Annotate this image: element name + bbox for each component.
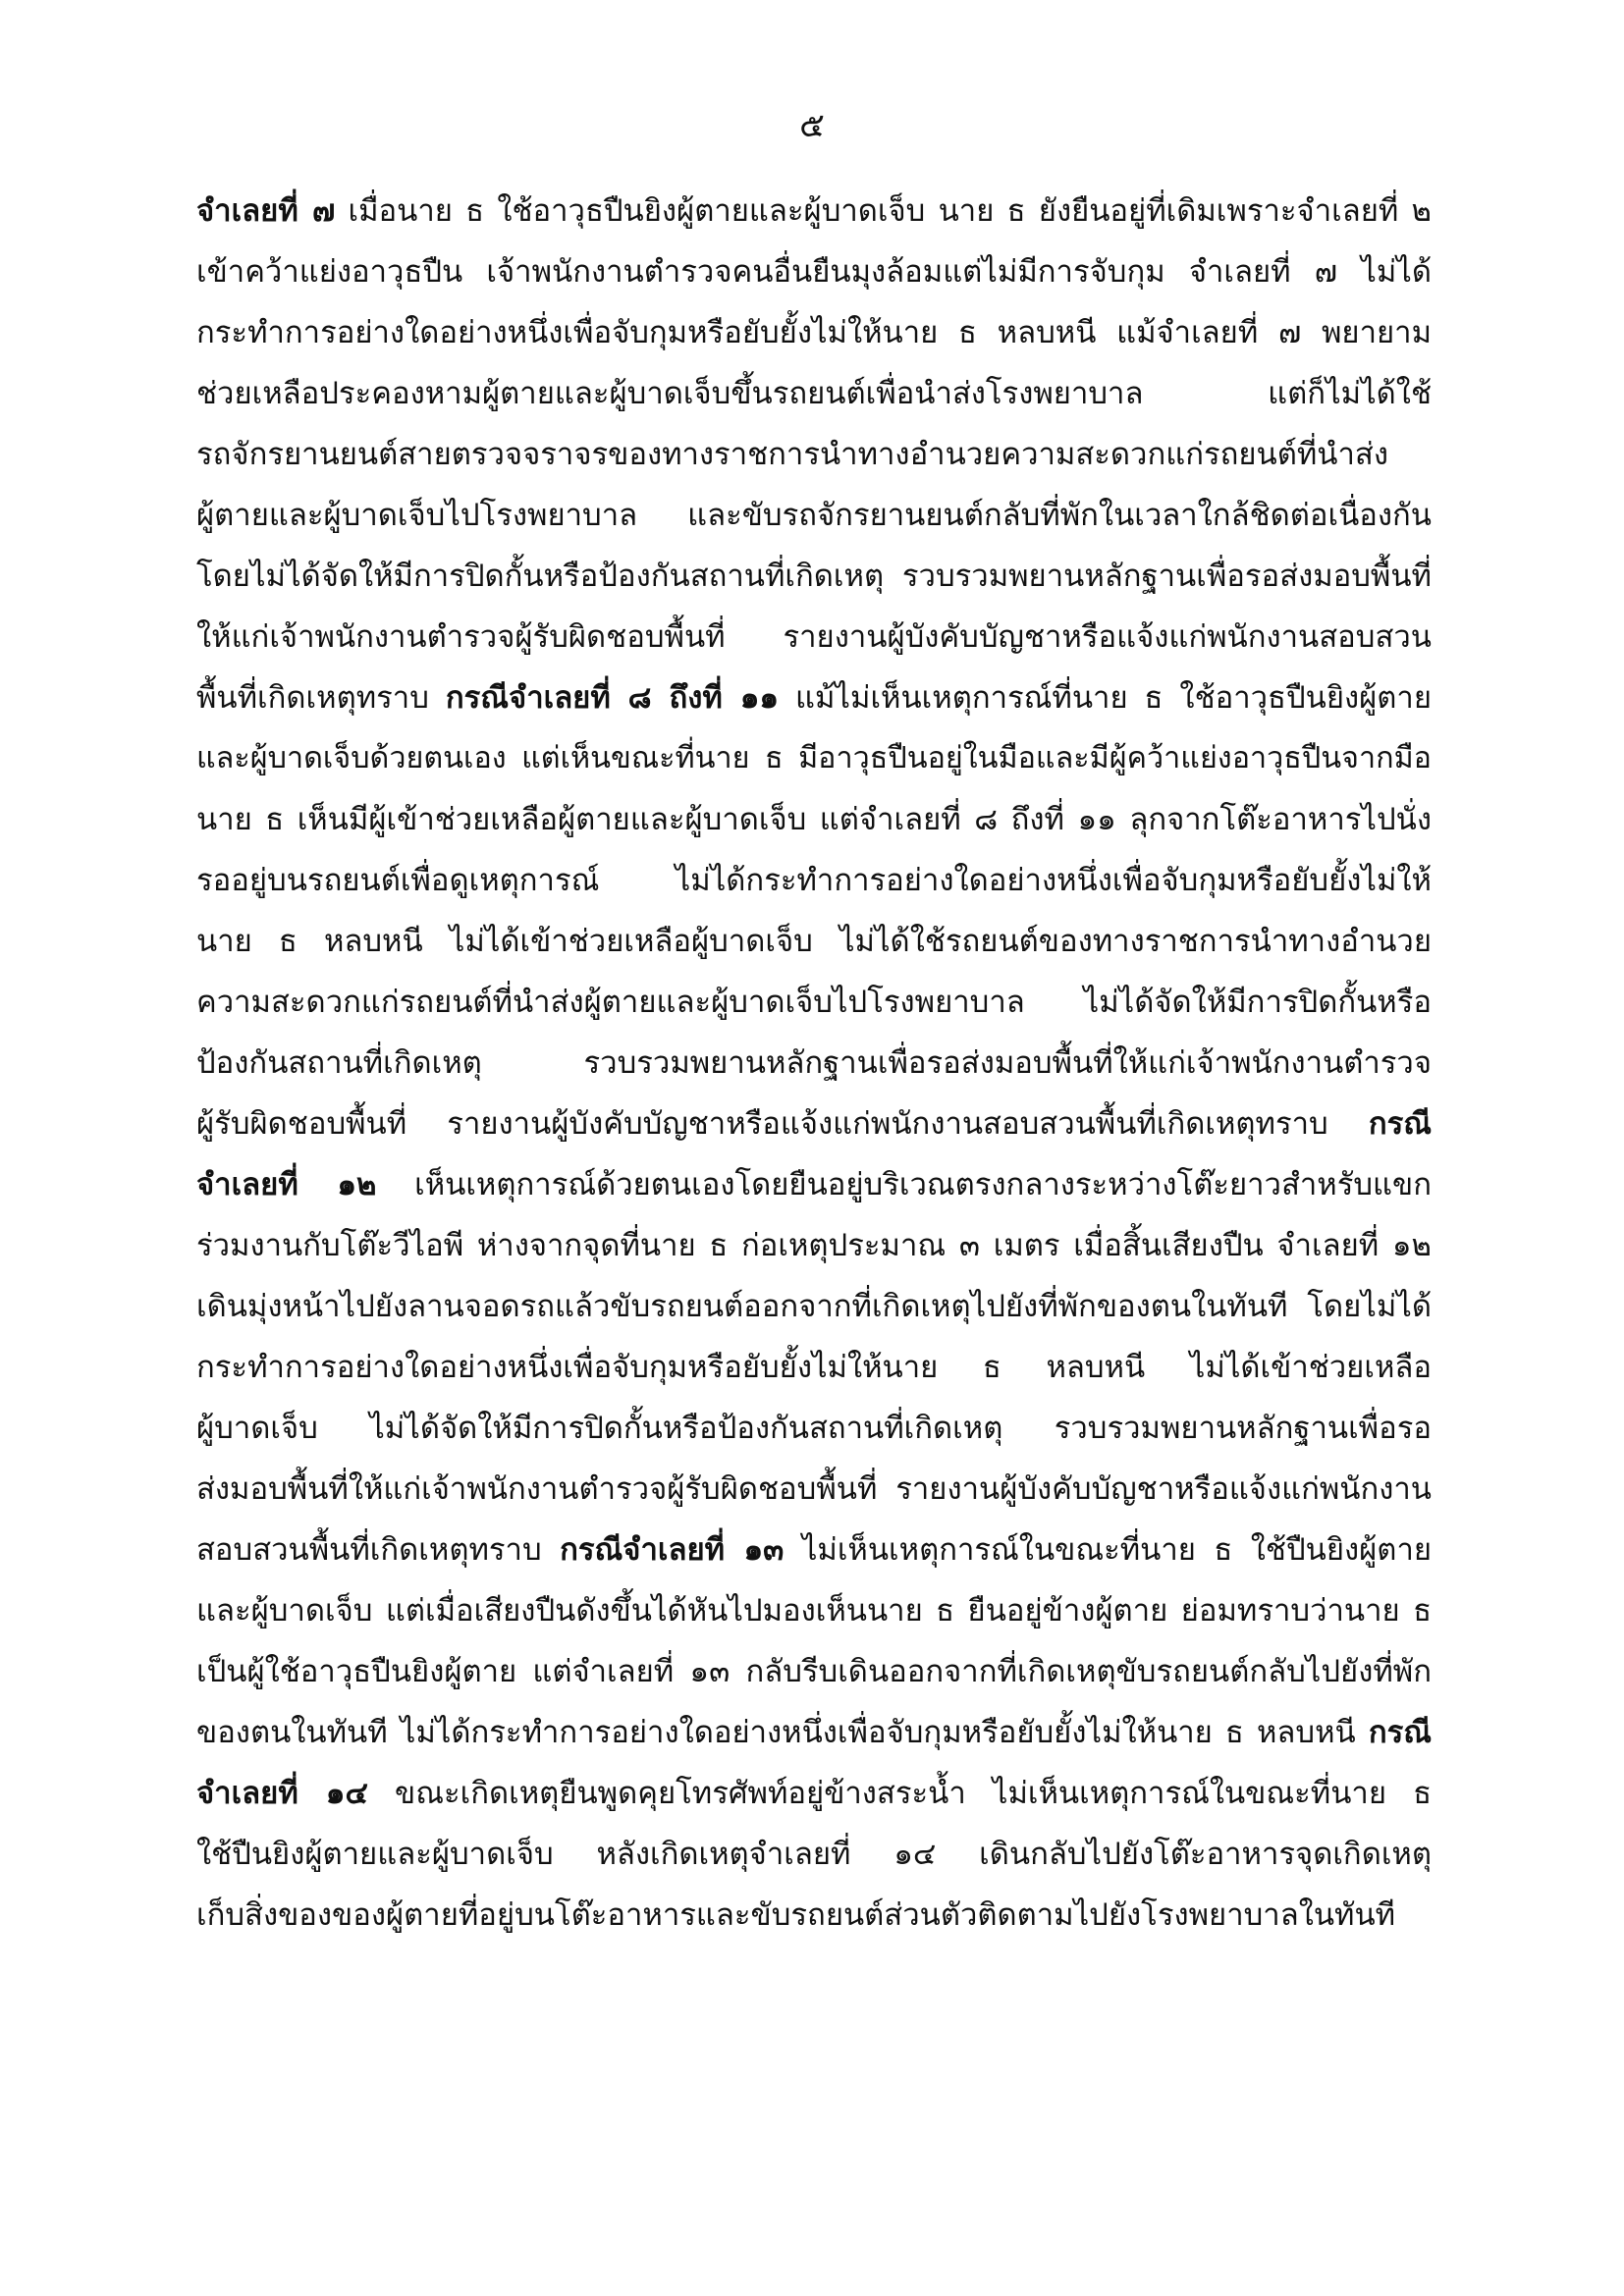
text-segment: เก็บสิ่งของของผู้ตายที่อยู่บนโต๊ะอาหารและขับรถยนต์ส่วนตัวติดตามไปยังโรงพยาบาลในทันที [196,1897,1396,1933]
text-segment: นาย ธ หลบหนี ไม่ได้เข้าช่วยเหลือผู้บาดเจ็บ ไม่ได้ใช้รถยนต์ของทางราชการนำทางอำนวย [196,924,1432,959]
text-segment: ความสะดวกแก่รถยนต์ที่นำส่งผู้ตายและผู้บาดเจ็บไปโรงพยาบาล ไม่ได้จัดให้มีการปิดกั้นหรือ [196,985,1432,1020]
text-segment: สอบสวนพื้นที่เกิดเหตุทราบ [196,1532,561,1568]
text-line [196,181,1432,241]
text-line [196,1580,1432,1641]
text-line [196,789,1432,850]
text-segment: นาย ธ เห็นมีผู้เข้าช่วยเหลือผู้ตายและผู้บาดเจ็บ แต่จำเลยที่ ๘ ถึงที่ ๑๑ ลุกจากโต๊ะอาหารไปนั่ง [196,802,1432,837]
text-segment: ส่งมอบพื้นที่ให้แก่เจ้าพนักงานตำรวจผู้รับผิดชอบพื้นที่ รายงานผู้บังคับบัญชาหรือแจ้งแก่พนักงาน [196,1471,1432,1507]
text-line [196,607,1432,667]
text-segment: ใช้ปืนยิงผู้ตายและผู้บาดเจ็บ หลังเกิดเหตุจำเลยที่ ๑๔ เดินกลับไปยังโต๊ะอาหารจุดเกิดเหตุ [196,1837,1432,1872]
text-segment: และผู้บาดเจ็บด้วยตนเอง แต่เห็นขณะที่นาย ธ มีอาวุธปืนอยู่ในมือและมีผู้คว้าแย่งอาวุธปืนจากมือ [196,741,1432,775]
text-line [196,728,1432,789]
bold-case-heading: จำเลยที่ ๑๔ [196,1776,368,1811]
text-segment: เมื่อนาย ธ ใช้อาวุธปืนยิงผู้ตายและผู้บาดเจ็บ นาย ธ ยังยืนอยู่ที่เดิมเพราะจำเลยที่ ๒ [335,193,1432,229]
text-segment: เดินมุ่งหน้าไปยังลานจอดรถแล้วขับรถยนต์ออกจากที่เกิดเหตุไปยังที่พักของตนในทันที โดยไม่ได้ [196,1289,1432,1324]
text-segment: ร่วมงานกับโต๊ะวีไอพี ห่างจากจุดที่นาย ธ ก่อเหตุประมาณ ๓ เมตร เมื่อสิ้นเสียงปืน จำเลยที่ ๑๒ [196,1228,1432,1263]
text-line [196,1702,1432,1763]
text-line [196,972,1432,1033]
bold-case-heading: จำเลยที่ ๑๒ [196,1167,377,1202]
text-segment: รออยู่บนรถยนต์เพื่อดูเหตุการณ์ ไม่ได้กระทำการอย่างใดอย่างหนึ่งเพื่อจับกุมหรือยับยั้งไม่ให้ [196,863,1432,898]
text-line [196,302,1432,363]
text-line [196,1641,1432,1702]
text-line [196,1824,1432,1885]
text-line [196,1520,1432,1580]
text-segment: ผู้ตายและผู้บาดเจ็บไปโรงพยาบาล และขับรถจักรยานยนต์กลับที่พักในเวลาใกล้ชิดต่อเนื่องกัน [196,498,1432,533]
text-line [196,911,1432,972]
text-segment: เป็นผู้ใช้อาวุธปืนยิงผู้ตาย แต่จำเลยที่ ๑๓ กลับรีบเดินออกจากที่เกิดเหตุขับรถยนต์กลับไปยังที่พัก [196,1654,1432,1689]
text-segment: ผู้บาดเจ็บ ไม่ได้จัดให้มีการปิดกั้นหรือป้องกันสถานที่เกิดเหตุ รวบรวมพยานหลักฐานเพื่อรอ [196,1411,1432,1446]
text-segment: โดยไม่ได้จัดให้มีการปิดกั้นหรือป้องกันสถานที่เกิดเหตุ รวบรวมพยานหลักฐานเพื่อรอส่งมอบพื้นที่ [196,559,1432,594]
text-segment: ช่วยเหลือประคองหามผู้ตายและผู้บาดเจ็บขึ้นรถยนต์เพื่อนำส่งโรงพยาบาล แต่ก็ไม่ได้ใช้ [196,376,1432,411]
text-line [196,1276,1432,1337]
text-segment: เห็นเหตุการณ์ด้วยตนเองโดยยืนอยู่บริเวณตรงกลางระหว่างโต๊ะยาวสำหรับแขก [376,1167,1432,1202]
text-segment: เข้าคว้าแย่งอาวุธปืน เจ้าพนักงานตำรวจคนอื่นยืนมุงล้อมแต่ไม่มีการจับกุม จำเลยที่ ๗ ไม่ได้ [196,254,1432,290]
text-segment: กระทำการอย่างใดอย่างหนึ่งเพื่อจับกุมหรือยับยั้งไม่ให้นาย ธ หลบหนี ไม่ได้เข้าช่วยเหลือ [196,1350,1432,1385]
bold-case-heading: กรณี [1368,1715,1432,1750]
text-line [196,241,1432,302]
text-line [196,485,1432,546]
text-segment: พื้นที่เกิดเหตุทราบ [196,680,446,716]
text-line [196,1885,1432,1946]
text-line [196,424,1432,485]
text-segment: และผู้บาดเจ็บ แต่เมื่อเสียงปืนดังขึ้นได้หันไปมองเห็นนาย ธ ยืนอยู่ข้างผู้ตาย ย่อมทราบว่านาย ธ [196,1593,1432,1629]
page-number: ๕ [799,106,825,145]
text-line [196,1763,1432,1824]
bold-case-heading: กรณีจำเลยที่ ๘ ถึงที่ ๑๑ [445,680,780,716]
text-segment: ผู้รับผิดชอบพื้นที่ รายงานผู้บังคับบัญชาหรือแจ้งแก่พนักงานสอบสวนพื้นที่เกิดเหตุทราบ [196,1106,1369,1142]
text-segment: ให้แก่เจ้าพนักงานตำรวจผู้รับผิดชอบพื้นที่ รายงานผู้บังคับบัญชาหรือแจ้งแก่พนักงานสอบสวน [196,619,1432,655]
text-line [196,546,1432,607]
bold-case-heading: กรณี [1368,1106,1432,1142]
text-line [196,1398,1432,1459]
text-segment: ของตนในทันที ไม่ได้กระทำการอย่างใดอย่างหนึ่งเพื่อจับกุมหรือยับยั้งไม่ให้นาย ธ หลบหนี [196,1715,1369,1750]
text-segment: ไม่เห็นเหตุการณ์ในขณะที่นาย ธ ใช้ปืนยิงผู้ตาย [784,1532,1432,1568]
text-segment: แม้ไม่เห็นเหตุการณ์ที่นาย ธ ใช้อาวุธปืนยิงผู้ตาย [779,680,1432,716]
document-body [196,181,1432,1946]
text-line [196,1154,1432,1215]
text-segment: ขณะเกิดเหตุยืนพูดคุยโทรศัพท์อยู่ข้างสระน้ำ ไม่เห็นเหตุการณ์ในขณะที่นาย ธ [367,1776,1432,1811]
text-line [196,1337,1432,1398]
text-segment: รถจักรยานยนต์สายตรวจจราจรของทางราชการนำทางอำนวยความสะดวกแก่รถยนต์ที่นำส่ง [196,437,1388,472]
text-line [196,1094,1432,1154]
text-segment: กระทำการอย่างใดอย่างหนึ่งเพื่อจับกุมหรือยับยั้งไม่ให้นาย ธ หลบหนี แม้จำเลยที่ ๗ พยายาม [196,315,1432,350]
text-line [196,1033,1432,1094]
bold-case-heading: กรณีจำเลยที่ ๑๓ [560,1532,785,1568]
text-line [196,1459,1432,1520]
text-line [196,850,1432,911]
text-segment: ป้องกันสถานที่เกิดเหตุ รวบรวมพยานหลักฐานเพื่อรอส่งมอบพื้นที่ให้แก่เจ้าพนักงานตำรวจ [196,1045,1432,1081]
text-line [196,1215,1432,1276]
text-line [196,363,1432,424]
text-line [196,667,1432,728]
bold-case-heading: จำเลยที่ ๗ [196,193,336,229]
